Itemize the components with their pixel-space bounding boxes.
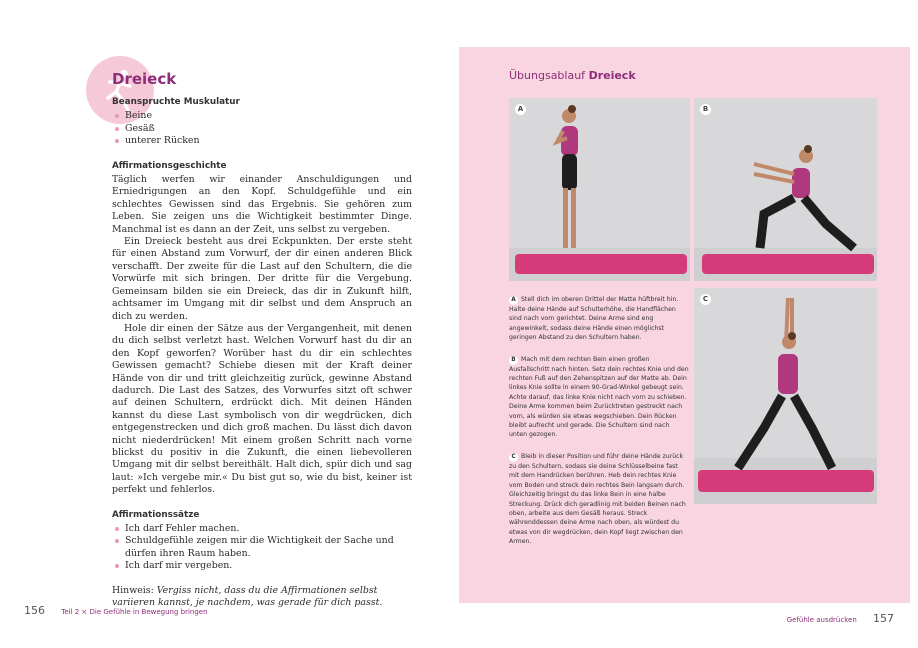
list-item: Gesäß — [112, 123, 412, 135]
step-text: Bleib in dieser Position und führ deine Hände zurück zu den Schultern, sodass sie deine Schlüsselbeine fast mit dem Handrücken berühren. Heb dein rechtes Knie vom Boden und streck dein rechtes Bein langsam durch. Gleichzeitig bringst du das linke Bein in eine halbe Streckung. Drück dich geradlinig mit beiden Beinen nach oben, arbeite aus dem Gesäß heraus. Streck währenddessen deine Arme nach oben, als würdest du etwas von dir wegdrücken, dein Kopf liegt zwischen den Armen. — [509, 452, 686, 546]
paragraph: Täglich werfen wir einander Anschuldigungen und Erniedrigungen an den Kopf. Schuldgefühle und ein schlechtes Gewissen sind das Ergebnis. Sie gehören zum Leben. Sie zeigen uns die Wichtigkeit bestimmter Dinge. Manchmal ist es dann an der Zeit, uns selbst zu vergeben. — [112, 174, 412, 235]
page-title: Dreieck — [112, 70, 177, 88]
list-item: Ich darf Fehler machen. — [112, 523, 412, 535]
list-item: Beine — [112, 110, 412, 122]
right-page — [459, 0, 918, 648]
running-head: Gefühle ausdrücken — [786, 616, 857, 624]
page-number: 156 — [24, 604, 45, 617]
step-letter: A — [509, 296, 518, 305]
hint-text: Vergiss nicht, dass du die Affirmationen selbst variieren kannst, je nachdem, was gerade für dich passt. — [112, 584, 383, 609]
step-text: Stell dich im oberen Drittel der Matte hüftbreit hin. Halte deine Hände auf Schulterhöhe, die Handflächen sind nach vorn gerichtet. Deine Arme sind eng angewinkelt, sodass deine Hände einen möglichst geringen Abstand zu den Schultern haben. — [509, 296, 679, 342]
list-item: Ich darf mir vergeben. — [112, 560, 412, 572]
photo-a — [509, 98, 690, 281]
footer-left — [24, 604, 208, 617]
step-letter: C — [509, 453, 518, 462]
step-letter: B — [509, 356, 518, 365]
list-item: unterer Rücken — [112, 135, 412, 147]
list-item: Schuldgefühle zeigen mir die Wichtigkeit der Sache und dürfen ihren Raum haben. — [112, 535, 412, 560]
muscles-heading: Beanspruchte Muskulatur — [112, 97, 240, 107]
left-column — [112, 96, 412, 609]
yoga-triangle-figure — [694, 288, 877, 504]
step-list — [509, 295, 689, 559]
footer-right — [787, 612, 894, 625]
photo-badge: B — [700, 104, 711, 115]
muscles-list — [112, 110, 412, 147]
step-a — [509, 295, 689, 343]
step-c — [509, 452, 689, 547]
step-b — [509, 355, 689, 440]
sequence-label: Übungsablauf — [509, 69, 586, 82]
paragraph: Hole dir einen der Sätze aus der Vergangenheit, mit denen du dich selbst verletzt hast. Welchen Vorwurf hast du dir an den Kopf geworfen? Worüber hast du dir ein schlechtes Gewissen gemacht? Schiebe diesen mit der Kraft deiner Hände von dir und tritt gleichzeitig zurück, gewinne Abstand dadurch. Die Last des Satzes, des Vorwurfes sitzt oft schwer auf deinen Schultern, erdrückt dich. Mit deinen Händen kannst du diese Last symbolisch von dir wegdrücken, dich entgegenstrecken und dich groß machen. Du lässt dich davon nicht niederdrücken! Mit einem großen Schritt nach vorne blickst du positiv in die Zukunft, die einen liebevolleren Umgang mit dir selbst bereithält. Halt dich, spür dich und sag laut: »Ich vergebe mir.« Du bist gut so, wie du bist, keiner ist perfekt und fehlerlos. — [112, 322, 412, 496]
paragraph: Ein Dreieck besteht aus drei Eckpunkten. Der erste steht für einen Abstand zum Vorwurf, der dir einen anderen Blick verschafft. Der zweite für die Last auf den Schultern, die die Vorwürfe mit sich bringen. Der dritte für die Vergebung. Gemeinsam bilden sie ein Dreieck, das dir in Zukunft hilft, achtsamer im Umgang mit dir selbst und dem Anspruch an dich zu werden. — [112, 236, 412, 322]
page-number: 157 — [873, 612, 894, 625]
yoga-standing-figure — [509, 98, 690, 281]
affirmations-heading: Affirmationssätze — [112, 509, 200, 520]
affirmation-story-heading: Affirmationsgeschichte — [112, 160, 227, 171]
exercise-panel — [459, 47, 910, 603]
photo-badge: A — [515, 104, 526, 115]
photo-c — [694, 288, 877, 504]
step-text: Mach mit dem rechten Bein einen großen Ausfallschritt nach hinten. Setz dein rechtes Knie und den rechten Fuß auf den Zehenspitzen auf der Matte ab. Dein linkes Knie sollte in einem 90-Grad-Winkel gebeugt sein. Achte darauf, das linke Knie nicht nach vorn zu schieben. Deine Arme kommen beim Zurücktreten gestreckt nach vorn, als würden sie etwas wegschieben. Dein Rücken bleibt aufrecht und gerade. Die Schultern sind nach unten gezogen. — [509, 355, 689, 439]
hint-lead: Hinweis: — [112, 584, 154, 596]
photo-b — [694, 98, 877, 281]
yoga-lunge-figure — [694, 98, 877, 281]
affirmations-list — [112, 523, 412, 573]
exercise-title — [509, 69, 636, 82]
photo-badge: C — [700, 294, 711, 305]
running-head: Teil 2 × Die Gefühle in Bewegung bringen — [61, 608, 208, 616]
sequence-title: Dreieck — [588, 69, 636, 82]
